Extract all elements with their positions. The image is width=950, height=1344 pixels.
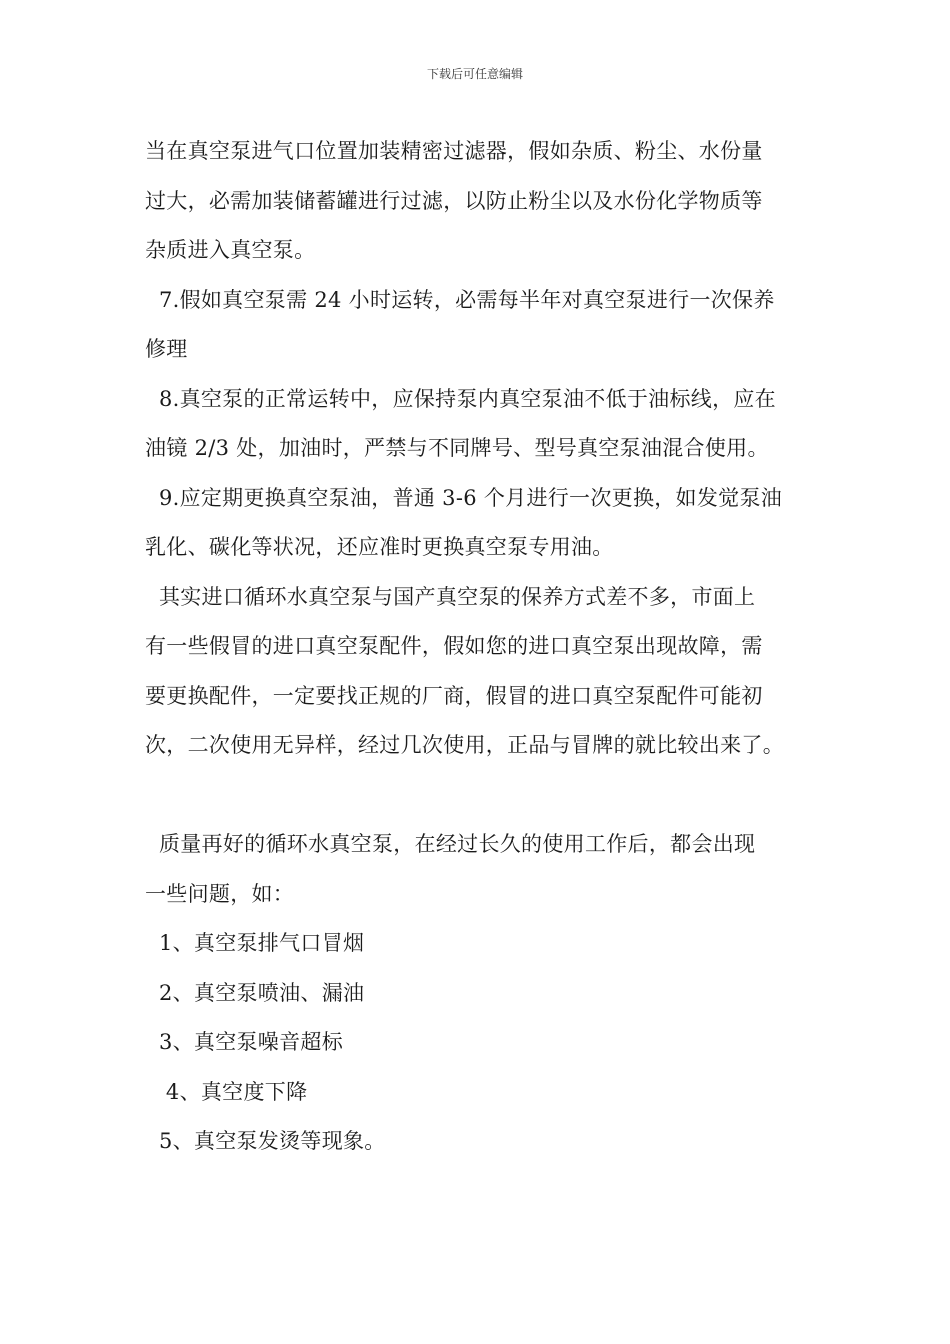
text-line: 有一些假冒的进口真空泵配件，假如您的进口真空泵出现故障，需	[145, 634, 763, 658]
paragraph-gap	[145, 771, 825, 821]
text-line: 9.应定期更换真空泵油，普通 3-6 个月进行一次更换，如发觉泵油	[145, 485, 783, 510]
text-line: 修理	[145, 337, 188, 361]
document-body	[145, 127, 825, 1167]
text-line: 7.假如真空泵需 24 小时运转，必需每半年对真空泵进行一次保养	[145, 287, 775, 312]
list-item: 3、真空泵噪音超标	[145, 1030, 344, 1054]
text-line: 乳化、碳化等状况，还应准时更换真空泵专用油。	[145, 535, 614, 559]
text-line: 一些问题，如：	[145, 881, 295, 906]
text-line: 次，二次使用无异样，经过几次使用，正品与冒牌的就比较出来了。	[145, 733, 784, 757]
text-line: 要更换配件，一定要找正规的厂商，假冒的进口真空泵配件可能初	[145, 683, 763, 708]
text-line: 当在真空泵进气口位置加装精密过滤器，假如杂质、粉尘、水份量	[145, 139, 763, 163]
text-line: 8.真空泵的正常运转中，应保持泵内真空泵油不低于油标线，应在	[145, 386, 776, 411]
text-line: 质量再好的循环水真空泵，在经过长久的使用工作后，都会出现	[145, 832, 756, 856]
text-line: 过大，必需加装储蓄罐进行过滤，以防止粉尘以及水份化学物质等	[145, 188, 763, 213]
list-item: 1、真空泵排气口冒烟	[145, 931, 365, 955]
text-line: 油镜 2/3 处，加油时，严禁与不同牌号、型号真空泵油混合使用。	[145, 436, 769, 460]
page-header: 下载后可任意编辑	[426, 67, 523, 81]
text-line: 其实进口循环水真空泵与国产真空泵的保养方式差不多，市面上	[145, 584, 756, 609]
list-item: 2、真空泵喷油、漏油	[145, 980, 365, 1005]
list-item: 5、真空泵发烫等现象。	[145, 1129, 386, 1153]
text-line: 杂质进入真空泵。	[145, 238, 316, 262]
list-item: 4、真空度下降	[145, 1079, 308, 1104]
